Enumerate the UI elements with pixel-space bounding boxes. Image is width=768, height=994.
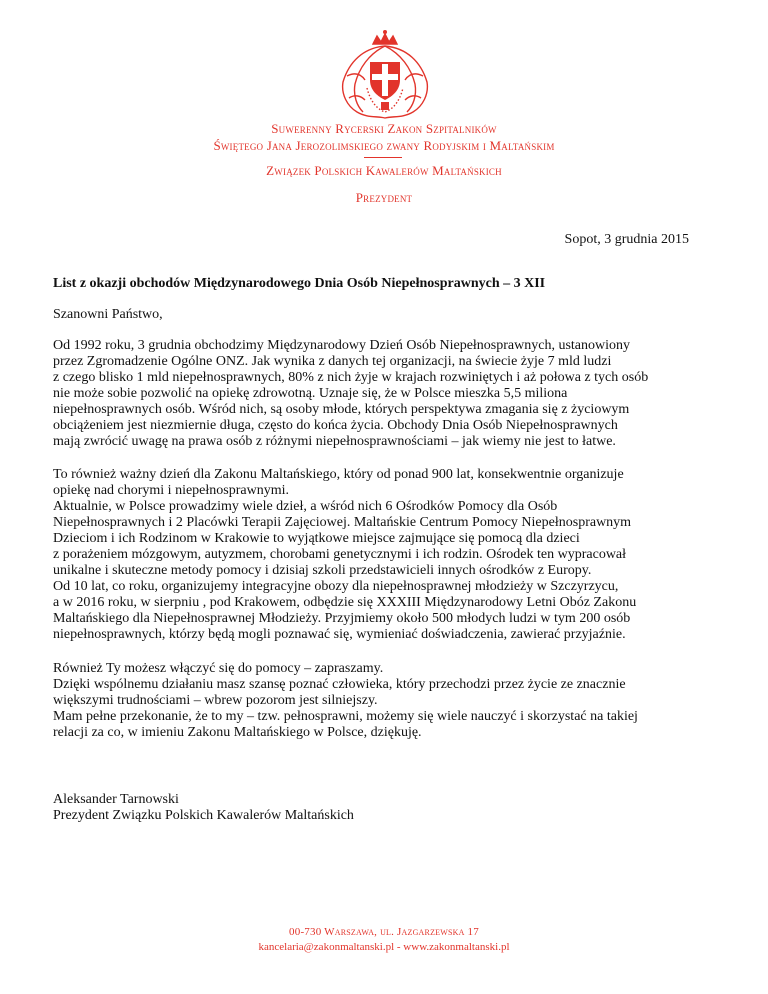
paragraph-line: Od 10 lat, co roku, organizujemy integracyjne obozy dla niepełnosprawnej młodzieży w Szczyrzycu, bbox=[53, 579, 619, 594]
paragraph-line: nie może sobie pozwolić na opiekę zdrowotną. Uznaje się, że w Polsce mieszka 5,5 miliona bbox=[53, 386, 568, 401]
paragraph-line: z porażeniem mózgowym, autyzmem, chorobami genetycznymi i ich rodzin. Ośrodek ten wypracował bbox=[53, 547, 627, 562]
letter-subject: List z okazji obchodów Międzynarodowego Dnia Osób Niepełnosprawnych – 3 XII bbox=[53, 276, 546, 291]
paragraph-1 bbox=[53, 338, 713, 450]
paragraph-line: Mam pełne przekonanie, że to my – tzw. pełnosprawni, możemy się wiele nauczyć i skorzystać na takiej bbox=[53, 709, 638, 724]
maltese-cross-coat-of-arms-icon bbox=[333, 28, 437, 120]
paragraph-line: większymi trudnościami – wbrew pozorom jest silniejszy. bbox=[53, 693, 378, 708]
order-name-line-1: Suwerenny Rycerski Zakon Szpitalników bbox=[271, 121, 497, 136]
association-name: Związek Polskich Kawalerów Maltańskich bbox=[266, 163, 502, 178]
paragraph-line: Od 1992 roku, 3 grudnia obchodzimy Międzynarodowy Dzień Osób Niepełnosprawnych, ustanowiony bbox=[53, 338, 631, 353]
paragraph-2 bbox=[53, 467, 713, 643]
paragraph-line: relacji za co, w imieniu Zakonu Maltańskiego w Polsce, dziękuję. bbox=[53, 725, 422, 740]
signature-block bbox=[53, 792, 354, 824]
paragraph-line: obciążeniem jest niezmiernie długa, często do końca życia. Obchody Dnia Osób Niepełnosprawnych bbox=[53, 418, 618, 433]
paragraph-line: niepełnosprawnych osób. Wśród nich, są osoby młode, których perspektywa zmagania się z życiowym bbox=[53, 402, 630, 417]
paragraph-line: Aktualnie, w Polsce prowadzimy wiele dzieł, a wśród nich 6 Ośrodków Pomocy dla Osób bbox=[53, 499, 558, 514]
paragraph-line: Dzieciom i ich Rodzinom w Krakowie to wyjątkowe miejsce zajmujące się pomocą dla dzieci bbox=[53, 531, 580, 546]
paragraph-line: opiekę nad chorymi i niepełnosprawnymi. bbox=[53, 483, 289, 498]
paragraph-line: unikalne i skuteczne metody pomocy i dzisiaj szkoli przedstawicieli innych ośrodków z Europy. bbox=[53, 563, 592, 578]
signature-name: Aleksander Tarnowski bbox=[53, 792, 179, 807]
header-divider bbox=[364, 157, 402, 158]
footer-contact: kancelaria@zakonmaltanski.pl - www.zakonmaltanski.pl bbox=[258, 941, 510, 953]
letter-date: Sopot, 3 grudnia 2015 bbox=[564, 232, 689, 247]
order-name-line-2: Świętego Jana Jerozolimskiego zwany Rodyjskim i Maltańskim bbox=[213, 138, 555, 153]
paragraph-line: mają zwrócić uwagę na prawa osób z różnymi niepełnosprawnościami – jak wiemy nie jest to łatwe. bbox=[53, 434, 616, 449]
paragraph-line: Niepełnosprawnych i 2 Placówki Terapii Zajęciowej. Maltańskie Centrum Pomocy Niepełnosprawnym bbox=[53, 515, 632, 530]
paragraph-line: Dzięki wspólnemu działaniu masz szansę poznać człowieka, który przechodzi przez życie ze znacznie bbox=[53, 677, 626, 692]
paragraph-3 bbox=[53, 661, 713, 741]
signature-title: Prezydent Związku Polskich Kawalerów Maltańskich bbox=[53, 808, 354, 823]
paragraph-line: niepełnosprawnych, którzy będą mogli poznawać się, wymieniać doświadczenia, zawierać przyjaźnie. bbox=[53, 627, 626, 642]
paragraph-line: przez Zgromadzenie Ogólne ONZ. Jak wynika z danych tej organizacji, na świecie żyje 7 mld ludzi bbox=[53, 354, 612, 369]
paragraph-line: z czego blisko 1 mld niepełnosprawnych, 80% z nich żyje w krajach rozwiniętych i aż połowa z tych osób bbox=[53, 370, 649, 385]
paragraph-line: Maltańskiego dla Niepełnosprawnej Młodzieży. Przyjmiemy około 500 młodych ludzi w tym 200 osób bbox=[53, 611, 631, 626]
paragraph-line: To również ważny dzień dla Zakonu Maltańskiego, który od ponad 900 lat, konsekwentnie organizuje bbox=[53, 467, 624, 482]
sender-office: Prezydent bbox=[355, 190, 413, 205]
paragraph-line: Również Ty możesz włączyć się do pomocy – zapraszamy. bbox=[53, 661, 384, 676]
salutation: Szanowni Państwo, bbox=[53, 307, 163, 322]
footer-address: 00-730 Warszawa, ul. Jazgarzewska 17 bbox=[289, 926, 479, 938]
paragraph-line: a w 2016 roku, w sierpniu , pod Krakowem, odbędzie się XXXIII Międzynarodowy Letni Obóz Zakonu bbox=[53, 595, 637, 610]
